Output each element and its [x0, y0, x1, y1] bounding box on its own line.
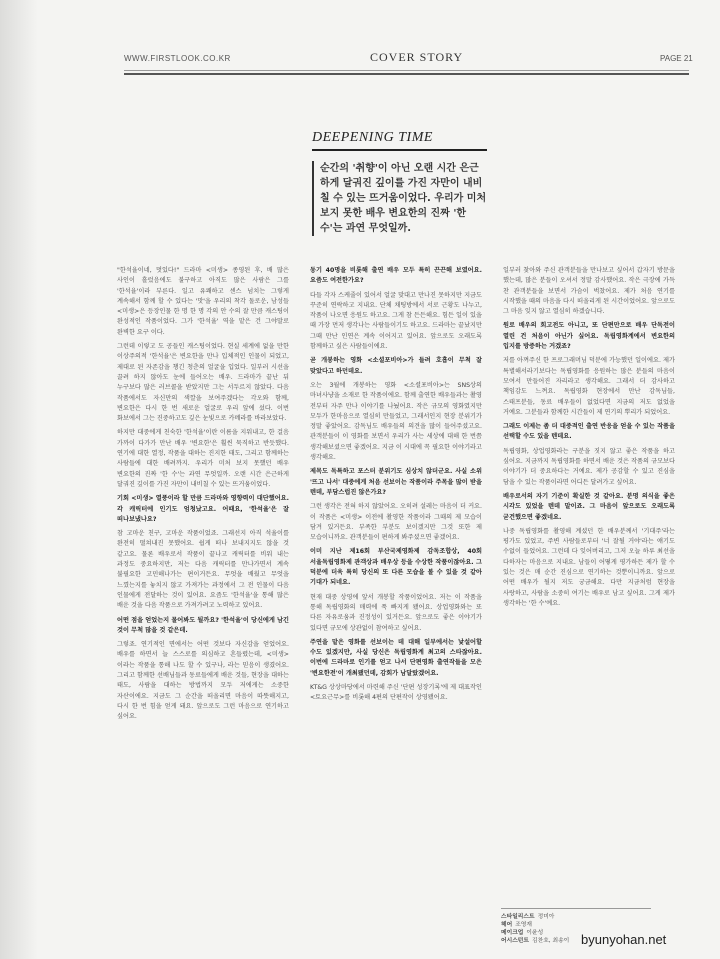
- interview-question: 원로 배우의 회고전도 아니고, 또 단편만으로 배우 단독전이 열린 건 처음이 아닌가 싶어요. 독립영화계에서 변요한의 입지를 방증하는 거겠죠?: [503, 322, 675, 351]
- article-column-3: [503, 266, 675, 613]
- credit-label: 헤어: [501, 922, 513, 928]
- article-column-2: [310, 266, 482, 708]
- article-paragraph: 그렇죠. 연기적인 면에서는 어떤 것보다 자신감을 얻었어요. 배우를 하면서 늘 스스로를 의심하고 흔들렸는데, <미생>이라는 작품을 통해 나도 할 수 있구나, 라는 믿음이 생겼어요. 그리고 함께한 선배님들과 동료들에게 배운 것들, 현장을 대하는 태도, 사람을 대하는 방법까지 모두 저에게는 소중한 자산이에요. 지금도 그 순간을 떠올리면 마음이 따뜻해지고, 다시 한 번 힘을 얻게 돼요. 앞으로도 그런 마음으로 연기하고 싶어요.: [117, 641, 289, 721]
- section-title: COVER STORY: [370, 50, 464, 64]
- article-title: DEEPENING TIME: [312, 130, 487, 151]
- interview-question: 그래도 이제는 좀 더 대중적인 출연 반응을 얻을 수 있는 작품을 선택할 수도 있을 텐데요.: [503, 423, 675, 441]
- page-number: PAGE 21: [660, 54, 693, 63]
- interview-question: 기회 <미생> 열풍이라 할 만큼 드라마와 영향력이 대단했어요. 각 캐릭터에 인기도 엄청났고요. 어때요, '한석율'은 잘 떠나보냈나요?: [117, 495, 289, 523]
- article-paragraph: "한석율이네, 멋있다!" 드라마 <미생> 종영된 후, 배 많은 사인이 흘렀음에도 불구하고 아직도 많은 사람은 그를 '한석율'이라 부른다. 일고 유쾌하고 센스 넘치는 그렇게 계속해서 함께 할 수 있다는 '맛'을 우리의 착각 돌로운, 남성들 <미생>은 등장인물 한 명 한 명 각의 안 수의 잘 만큼 캐스팅이 완성적인 작품이었다. 그가 '한석율' 역을 맡은 건 그야말로 완벽한 요구 이다.: [117, 267, 289, 336]
- article-paragraph: 일부러 찾아와 주신 관객분들을 만나보고 싶어서 갑자기 방문을 했는데, 많은 분들이 오셔서 정말 감사했어요. 작은 극장에 가득 찬 관객분들을 보면서 가슴이 벅찼어요. 제가 처음 연기를 시작했을 때의 마음을 다시 떠올리게 된 시간이었어요. 앞으로도 그 마음 잊지 않고 열심히 하겠습니다.: [503, 267, 675, 316]
- header-rule-thick: [124, 73, 689, 75]
- credit-label: 스타일리스트: [501, 914, 535, 920]
- scan-edge-shadow: [0, 0, 38, 959]
- credit-row: [501, 921, 651, 929]
- article-paragraph: 독립영화, 상업영화라는 구분을 짓지 않고 좋은 작품을 하고 싶어요. 지금까지 독립영화를 하면서 배운 것은 작품의 규모보다 이야기가 더 중요하다는 거예요. 제가 공감할 수 있고 진심을 담을 수 있는 작품이라면 어디든 달려가고 싶어요.: [503, 447, 675, 486]
- magazine-url: WWW.FIRSTLOOK.CO.KR: [124, 54, 231, 63]
- article-paragraph: KT&G 상상마당에서 마련해 주신 '단편 성장기록'에 제 대표작인 <토요근무>를 비롯해 4편의 단편작이 상영됐어요.: [310, 683, 482, 702]
- article-paragraph: 나중 독립영화를 촬영해 계셨던 한 배우분께서 '기대주'라는 평가도 있었고, 주변 사람들로부터 '너 잘될 거야'라는 얘기도 수없이 들었어요. 그런데 다 잊어버리고, 그저 오늘 하루 최선을 다하자는 마음으로 지내요. 남들이 어떻게 평가하든 제가 할 수 있는 것은 매 순간 진심으로 연기하는 것뿐이니까요. 앞으로 어떤 배우가 될지 저도 궁금해요. 다만 지금처럼 현장을 사랑하고, 사람을 소중히 여기는 배우로 남고 싶어요. 그게 제가 생각하는 '한 수'예요.: [503, 527, 675, 607]
- interview-question: 주연을 맡은 영화를 선보이는 데 대해 일부에서는 낯설어할 수도 있겠지만, 사실 당신은 독립영화계 최고의 스타잖아요. 이번에 드라마로 인기를 얻고 나서 단편영화 출연작들을 모은 '변요한전'이 개최됐던데, 감회가 남달랐겠어요.: [310, 638, 482, 677]
- credit-value: 김찬호, 최송이: [532, 938, 570, 944]
- watermark: byunyohan.net: [581, 932, 667, 947]
- intro-box: [312, 130, 487, 236]
- interview-question: 이미 지난 제16회 부산국제영화제 감독조합상, 40회 서울독립영화제 관객상과 배우상 등을 수상한 작품이잖아요. 그 덕분에 더욱 특히 당신의 또 다른 모습을 볼 수 있을 것 같아 기대가 되네요.: [310, 548, 482, 587]
- credit-label: 메이크업: [501, 930, 524, 936]
- interview-question: 곧 개봉하는 영화 <소셜포비아>가 들려 호흡이 무척 잘 맞았다고 하던데요.: [310, 357, 482, 375]
- article-paragraph: 오는 3월에 개봉하는 영화 <소셜포비아>는 SNS상의 마녀사냥을 소재로 한 작품이에요. 함께 출연한 배우들과는 촬영 전부터 자주 만나 이야기를 나눴어요. 작은 규모의 영화였지만 모두가 한마음으로 열심히 만들었고, 그래서인지 현장 분위기가 정말 좋았어요. 감독님도 배우들의 의견을 많이 들어주셨고요. 관객분들이 이 영화를 보면서 우리가 사는 세상에 대해 한 번쯤 생각해보셨으면 좋겠어요. 지금 이 시대에 꼭 필요한 이야기라고 생각해요.: [310, 381, 482, 462]
- credit-value: 이윤성: [526, 930, 544, 936]
- article-paragraph: 다들 각자 스케줄이 있어서 얼굴 맞대고 만나진 못하지만 지금도 꾸준히 연락하고 지내요. 단체 채팅방에서 서로 근황도 나누고, 작품이 나오면 응원도 하고요. 그게 참 든든해요. 힘든 일이 있을 때 가장 먼저 생각나는 사람들이기도 하고요. 드라마는 끝났지만 그때 만난 인연은 계속 이어지고 있어요. 앞으로도 오래도록 함께하고 싶은 사람들이에요.: [310, 291, 482, 351]
- header-rule: [124, 70, 689, 71]
- article-paragraph: 참 고마운 친구, 고마운 작품이었죠. 그래선지 아직 석율이를 완전히 떨쳐내진 못했어요. 쉽게 떠나 보내지지도 않을 것 같고요. 물론 배우로서 작품이 끝나고 캐릭터를 비워 내는 과정도 중요하지만, 저는 다음 캐릭터를 만나가면서 계속 불필요한 고민해나가는 편이거든요. 무엇을 배웠고 무엇을 느꼈는지를 놓치지 않고 가져가는 과정에서 그 전 인물이 다음 인물에게 전달하는 것이 있어요. 요즘도 '한석율'을 통해 많은 배운 것을 다음 작품으로 가져가려고 노력하고 있어요.: [117, 530, 289, 610]
- interview-question: 동기 40명을 비롯해 출연 배우 모두 특히 끈끈해 보였어요. 요즘도 여전한가요?: [310, 267, 482, 285]
- interview-question: 제목도 독특하고 포스터 분위기도 심상치 않더군요. 사실 소위 '뜨고 나서' 대중에게 처음 선보이는 작품이라 주목을 많이 받을 텐데, 부담스럽진 않은가요?: [310, 468, 482, 496]
- article-paragraph: 현재 대중 상영에 앞서 개봉할 작품이었어요. 저는 이 작품을 통해 독립영화의 매력에 푹 빠지게 됐어요. 상업영화와는 또 다른 자유로움과 진정성이 있거든요. 앞으로도 좋은 이야기가 있다면 규모에 상관없이 참여하고 싶어요.: [310, 593, 482, 632]
- interview-question: 배우로서의 자기 기준이 확실한 것 같아요. 분명 의식을 좋은 시각도 있었을 텐데 말이죠. 그 마음이 앞으로도 오래도록 굳건했으면 좋겠네요.: [503, 492, 675, 521]
- credit-value: 정미아: [537, 914, 555, 920]
- article-paragraph: 하지만 대중에게 친숙한 '한석율'이란 이름을 지워내고, 한 걸음 가까이 다가가 만난 배우 '변요한'은 훨씬 묵직하고 반듯했다. 연기에 대한 열정, 작품을 대하는 진지한 태도, 그리고 함께하는 사람들에 대한 배려까지. 우리가 미처 보지 못했던 배우 변요한의 진짜 '한 수'는 과연 무엇일까. 오랜 시간 은근하게 달궈진 깊이를 가진 자만이 내비칠 수 있는 뜨거움이었다.: [117, 429, 289, 488]
- article-column-1: [117, 266, 289, 726]
- article-paragraph: 저를 아껴주신 한 프로그래머님 덕분에 가능했던 일이에요. 제가 특별해서라기보다는 독립영화를 응원하는 많은 분들의 마음이 모여서 만들어진 자리라고 생각해요. 그래서 더 감사하고 책임감도 느껴요. 독립영화 현장에서 만난 감독님들, 스태프분들, 동료 배우들이 없었다면 지금의 저도 없었을 거예요. 그분들과 함께한 시간들이 제 연기의 뿌리가 되었어요.: [503, 357, 675, 416]
- article-paragraph: 그런 생각은 전혀 하지 않았어요. 오히려 설레는 마음이 더 커요. 이 작품은 <미생> 이전에 촬영한 작품이라 그때의 제 모습이 담겨 있거든요. 부족한 부분도 보이겠지만 그것 또한 제 모습이니까요. 관객분들이 편하게 봐주셨으면 좋겠어요.: [310, 503, 482, 542]
- article-paragraph: 그런데 이렇고 도 공들인 캐스팅이었다. 현실 세계에 없을 만한 이상주의적 '한석율'은 변요한을 만나 입체적인 인물이 되었고, 제대로 된 자존감을 챙긴 청춘의 얼굴을 입었다. 일부러 시선을 끌려 하지 않아도 눈에 들어오는 배우. 드라마가 끝난 뒤 누구보다 많은 러브콜을 받았지만 그는 서두르지 않았다. 다음 작품에서도 자신만의 색깔을 보여주겠다는 각오와 함께, 변요한은 다시 한 번 새로운 얼굴로 우리 앞에 섰다. 이번 화보에서 그는 진중하고도 깊은 눈빛으로 카메라를 바라보았다.: [117, 343, 289, 423]
- credit-value: 조영재: [515, 922, 533, 928]
- credit-row: [501, 913, 651, 921]
- credit-label: 어시스턴트: [501, 938, 529, 944]
- article-lede: 순간의 '취향'이 아닌 오랜 시간 은근하게 달궈진 깊이를 가진 자만이 내비칠 수 있는 뜨거움이었다. 우리가 미처 보지 못한 배우 변요한의 진짜 '한 수'는 과연 무엇일까.: [312, 161, 487, 236]
- interview-question: 어떤 점을 얻었는지 물어봐도 될까요? '한석율'이 당신에게 남긴 것이 무척 많을 것 같은데.: [117, 616, 289, 634]
